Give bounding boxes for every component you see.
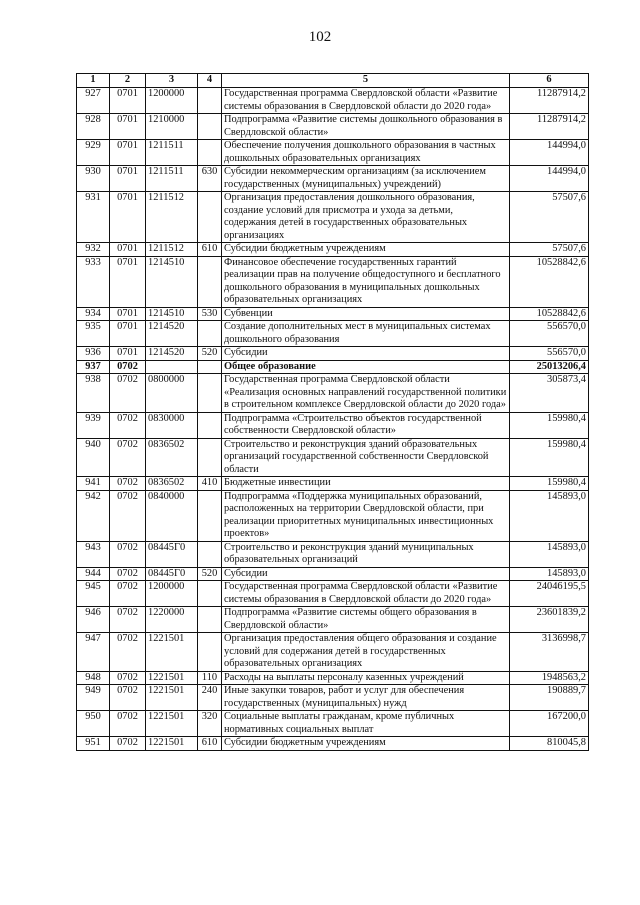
expense-type-code: [198, 256, 222, 307]
row-description: Общее образование: [222, 360, 510, 374]
row-description: Социальные выплаты гражданам, кроме публичных нормативных социальных выплат: [222, 711, 510, 737]
expense-type-code: [198, 114, 222, 140]
target-code: 1200000: [146, 581, 198, 607]
table-row: [77, 360, 589, 374]
row-number: 943: [77, 541, 110, 567]
row-description: Создание дополнительных мест в муниципальных системах дошкольного образования: [222, 321, 510, 347]
row-number: 948: [77, 671, 110, 685]
target-code: 1221501: [146, 671, 198, 685]
section-code: 0702: [110, 541, 146, 567]
target-code: 08445Г0: [146, 541, 198, 567]
table-row: [77, 347, 589, 361]
target-code: 0830000: [146, 412, 198, 438]
row-description: Подпрограмма «Поддержка муниципальных образований, расположенных на территории Свердловской области, при реализации приоритетных муниципальных инвестиционных проектов»: [222, 490, 510, 541]
row-amount: 159980,4: [510, 412, 589, 438]
section-code: 0701: [110, 256, 146, 307]
expense-type-code: [198, 360, 222, 374]
target-code: 1221501: [146, 737, 198, 751]
row-amount: 556570,0: [510, 321, 589, 347]
row-number: 942: [77, 490, 110, 541]
expense-type-code: 520: [198, 347, 222, 361]
target-code: 1200000: [146, 88, 198, 114]
expense-type-code: [198, 438, 222, 477]
row-description: Строительство и реконструкция зданий муниципальных образовательных организаций: [222, 541, 510, 567]
row-number: 939: [77, 412, 110, 438]
row-description: Субсидии: [222, 347, 510, 361]
row-description: Подпрограмма «Развитие системы общего образования в Свердловской области»: [222, 607, 510, 633]
table-row: [77, 477, 589, 491]
row-amount: 57507,6: [510, 243, 589, 257]
row-description: Организация предоставления дошкольного образования, создание условий для присмотра и ухода за детьми, содержания детей в государственных образовательных организациях: [222, 192, 510, 243]
row-amount: 145893,0: [510, 490, 589, 541]
row-amount: 144994,0: [510, 166, 589, 192]
table-row: [77, 737, 589, 751]
expense-type-code: 110: [198, 671, 222, 685]
target-code: 08445Г0: [146, 567, 198, 581]
section-code: 0701: [110, 321, 146, 347]
expense-type-code: [198, 490, 222, 541]
target-code: 1221501: [146, 711, 198, 737]
column-header: 5: [222, 74, 510, 88]
row-number: 931: [77, 192, 110, 243]
row-number: 929: [77, 140, 110, 166]
row-amount: 1948563,2: [510, 671, 589, 685]
table-row: [77, 192, 589, 243]
section-code: 0701: [110, 140, 146, 166]
table-row: [77, 243, 589, 257]
section-code: 0701: [110, 114, 146, 140]
table-row: [77, 567, 589, 581]
row-number: 927: [77, 88, 110, 114]
target-code: 1211512: [146, 192, 198, 243]
row-description: Субвенции: [222, 307, 510, 321]
expense-type-code: [198, 541, 222, 567]
section-code: 0702: [110, 412, 146, 438]
table-row: [77, 685, 589, 711]
row-amount: 3136998,7: [510, 633, 589, 672]
section-code: 0702: [110, 477, 146, 491]
row-number: 945: [77, 581, 110, 607]
section-code: 0701: [110, 307, 146, 321]
row-amount: 10528842,6: [510, 256, 589, 307]
row-number: 941: [77, 477, 110, 491]
row-description: Организация предоставления общего образования и создание условий для содержания детей в государственных образовательных организациях: [222, 633, 510, 672]
row-amount: 556570,0: [510, 347, 589, 361]
column-header: 3: [146, 74, 198, 88]
column-header: 1: [77, 74, 110, 88]
row-description: Обеспечение получения дошкольного образования в частных дошкольных образовательных организациях: [222, 140, 510, 166]
expense-type-code: [198, 581, 222, 607]
target-code: 0836502: [146, 438, 198, 477]
row-amount: 11287914,2: [510, 114, 589, 140]
row-number: 933: [77, 256, 110, 307]
section-code: 0702: [110, 671, 146, 685]
table-row: [77, 307, 589, 321]
row-number: 930: [77, 166, 110, 192]
row-number: 935: [77, 321, 110, 347]
row-amount: 10528842,6: [510, 307, 589, 321]
table-row: [77, 633, 589, 672]
row-description: Субсидии бюджетным учреждениям: [222, 243, 510, 257]
target-code: 1214510: [146, 307, 198, 321]
row-number: 946: [77, 607, 110, 633]
column-header: 6: [510, 74, 589, 88]
row-number: 940: [77, 438, 110, 477]
row-amount: 11287914,2: [510, 88, 589, 114]
target-code: 1214520: [146, 347, 198, 361]
expense-type-code: 320: [198, 711, 222, 737]
section-code: 0702: [110, 567, 146, 581]
row-amount: 159980,4: [510, 477, 589, 491]
row-description: Строительство и реконструкция зданий образовательных организаций государственной собственности Свердловской области: [222, 438, 510, 477]
row-number: 950: [77, 711, 110, 737]
row-number: 937: [77, 360, 110, 374]
section-code: 0701: [110, 166, 146, 192]
expense-type-code: 630: [198, 166, 222, 192]
row-amount: 145893,0: [510, 541, 589, 567]
row-amount: 25013206,4: [510, 360, 589, 374]
expense-type-code: 610: [198, 243, 222, 257]
row-number: 951: [77, 737, 110, 751]
row-number: 934: [77, 307, 110, 321]
target-code: 1214510: [146, 256, 198, 307]
row-number: 949: [77, 685, 110, 711]
section-code: 0702: [110, 737, 146, 751]
table-row: [77, 490, 589, 541]
section-code: 0702: [110, 360, 146, 374]
table-body: [77, 88, 589, 751]
table-row: [77, 140, 589, 166]
target-code: 1221501: [146, 685, 198, 711]
target-code: 1221501: [146, 633, 198, 672]
row-description: Финансовое обеспечение государственных гарантий реализации прав на получение общедоступного и бесплатного дошкольного образования в муниципальных дошкольных образовательных организациях: [222, 256, 510, 307]
section-code: 0702: [110, 633, 146, 672]
target-code: 1211512: [146, 243, 198, 257]
expense-type-code: [198, 88, 222, 114]
table-row: [77, 256, 589, 307]
row-amount: 145893,0: [510, 567, 589, 581]
row-number: 938: [77, 374, 110, 413]
budget-table: [76, 73, 589, 751]
row-amount: 57507,6: [510, 192, 589, 243]
row-description: Бюджетные инвестиции: [222, 477, 510, 491]
expense-type-code: 520: [198, 567, 222, 581]
section-code: 0702: [110, 438, 146, 477]
section-code: 0701: [110, 88, 146, 114]
table-row: [77, 711, 589, 737]
section-code: 0702: [110, 685, 146, 711]
row-amount: 190889,7: [510, 685, 589, 711]
table-row: [77, 374, 589, 413]
target-code: 0836502: [146, 477, 198, 491]
expense-type-code: [198, 321, 222, 347]
section-code: 0702: [110, 607, 146, 633]
row-amount: 24046195,5: [510, 581, 589, 607]
row-description: Государственная программа Свердловской области «Развитие системы образования в Свердловской области до 2020 года»: [222, 581, 510, 607]
row-description: Государственная программа Свердловской области «Реализация основных направлений государственной политики в строительном комплексе Свердловской области до 2020 года»: [222, 374, 510, 413]
table-row: [77, 671, 589, 685]
header-row: [77, 74, 589, 88]
expense-type-code: 240: [198, 685, 222, 711]
row-number: 947: [77, 633, 110, 672]
row-number: 928: [77, 114, 110, 140]
table-row: [77, 607, 589, 633]
row-amount: 810045,8: [510, 737, 589, 751]
row-description: Расходы на выплаты персоналу казенных учреждений: [222, 671, 510, 685]
target-code: 1211511: [146, 140, 198, 166]
table-row: [77, 541, 589, 567]
expense-type-code: 610: [198, 737, 222, 751]
table-row: [77, 88, 589, 114]
section-code: 0702: [110, 374, 146, 413]
row-number: 944: [77, 567, 110, 581]
row-description: Подпрограмма «Развитие системы дошкольного образования в Свердловской области»: [222, 114, 510, 140]
expense-type-code: [198, 633, 222, 672]
row-description: Субсидии некоммерческим организациям (за исключением государственных (муниципальных) учреждений): [222, 166, 510, 192]
section-code: 0701: [110, 347, 146, 361]
expense-type-code: [198, 374, 222, 413]
expense-type-code: 530: [198, 307, 222, 321]
column-header: 4: [198, 74, 222, 88]
row-amount: 23601839,2: [510, 607, 589, 633]
target-code: 1211511: [146, 166, 198, 192]
table-row: [77, 581, 589, 607]
expense-type-code: [198, 140, 222, 166]
table-row: [77, 438, 589, 477]
expense-type-code: [198, 412, 222, 438]
row-description: Иные закупки товаров, работ и услуг для обеспечения государственных (муниципальных) нужд: [222, 685, 510, 711]
expense-type-code: [198, 607, 222, 633]
target-code: 1214520: [146, 321, 198, 347]
expense-type-code: [198, 192, 222, 243]
page-number: 102: [308, 29, 332, 45]
section-code: 0702: [110, 711, 146, 737]
target-code: 1210000: [146, 114, 198, 140]
row-number: 936: [77, 347, 110, 361]
expense-type-code: 410: [198, 477, 222, 491]
table-row: [77, 412, 589, 438]
row-description: Подпрограмма «Строительство объектов государственной собственности Свердловской области»: [222, 412, 510, 438]
target-code: 1220000: [146, 607, 198, 633]
row-description: Субсидии бюджетным учреждениям: [222, 737, 510, 751]
column-header: 2: [110, 74, 146, 88]
table-row: [77, 114, 589, 140]
section-code: 0702: [110, 490, 146, 541]
table-row: [77, 321, 589, 347]
table-row: [77, 166, 589, 192]
row-amount: 144994,0: [510, 140, 589, 166]
target-code: [146, 360, 198, 374]
section-code: 0701: [110, 243, 146, 257]
target-code: 0840000: [146, 490, 198, 541]
target-code: 0800000: [146, 374, 198, 413]
row-number: 932: [77, 243, 110, 257]
section-code: 0701: [110, 192, 146, 243]
row-amount: 305873,4: [510, 374, 589, 413]
row-amount: 159980,4: [510, 438, 589, 477]
row-amount: 167200,0: [510, 711, 589, 737]
row-description: Государственная программа Свердловской области «Развитие системы образования в Свердловской области до 2020 года»: [222, 88, 510, 114]
section-code: 0702: [110, 581, 146, 607]
row-description: Субсидии: [222, 567, 510, 581]
